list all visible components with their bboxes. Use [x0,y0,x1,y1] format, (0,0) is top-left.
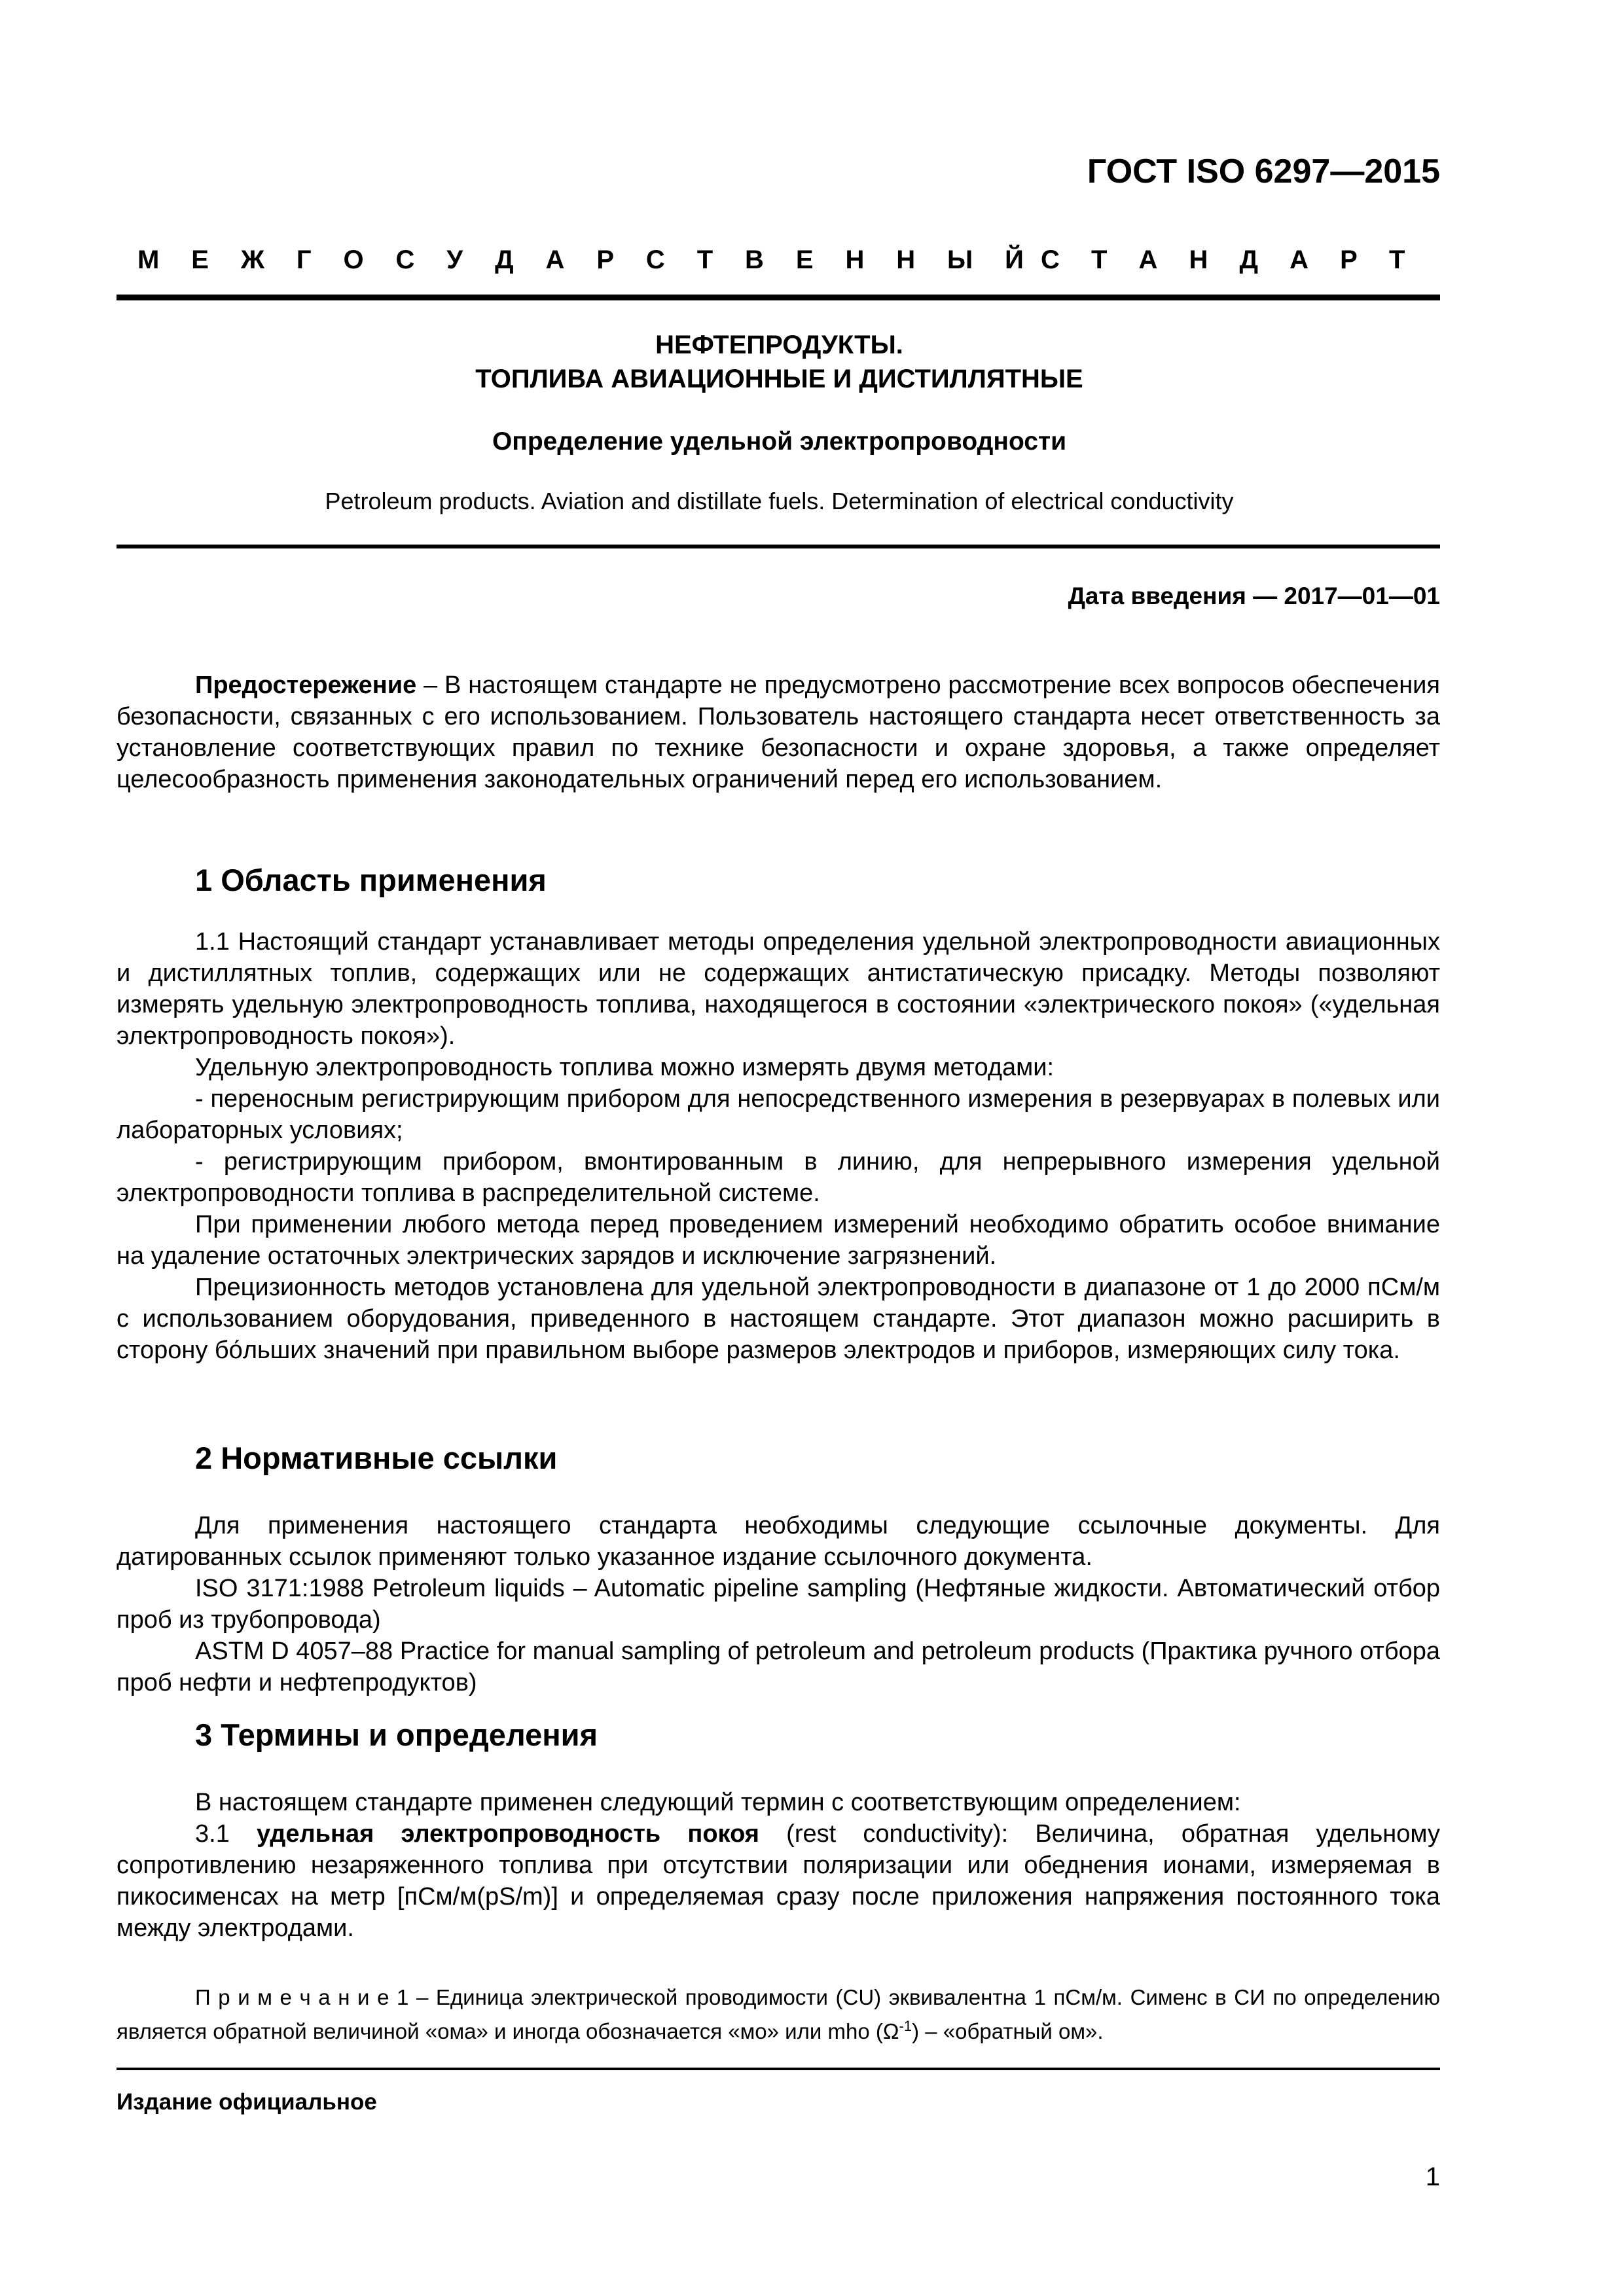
paragraph: Удельную электропроводность топлива можно измерять двумя методами: [195,1054,1055,1081]
paragraph: 1.1 Настоящий стандарт устанавливает методы определения удельной электропроводности авиационных и дистиллятных топлив, содержащих или не содержащих антистатическую присадку. Методы позволяют измерять удельную электропроводность топлива, находящегося в состоянии «электрического покоя» («удельная электропроводность покоя»). [117,928,1440,1050]
page-number: 1 [1425,2162,1440,2191]
paragraph: - переносным регистрирующим прибором для непосредственного измерения в резервуарах в полевых или лабораторных условиях; [117,1085,1440,1144]
section-3-heading: 3 Термины и определения [195,1717,598,1752]
section-2-body [117,1510,1440,1698]
paragraph: Прецизионность методов установлена для удельной электропроводности в диапазоне от 1 до 2000 пСм/м с использованием оборудования, приведенного в настоящем стандарте. Этот диапазон можно расширить в сторону бо́льших значений при правильном выборе размеров электродов и приборов, измеряющих силу тока. [117,1274,1440,1364]
paragraph: В настоящем стандарте применен следующий термин с соответствующим определением: [195,1789,1241,1816]
edition-label: Издание официальное [117,2089,377,2115]
term-name: удельная электропроводность покоя [257,1820,759,1848]
warning-text: – В настоящем стандарте не предусмотрено рассмотрение всех вопросов обеспечения безопасности, связанных с его использованием. Пользователь настоящего стандарта несет ответственность за установление соответствующих правил по технике безопасности и охране здоровья, а также определяет целесообразность применения законодательных ограничений перед его использованием. [117,672,1440,793]
title-subtitle: Определение удельной электропроводности [492,427,1067,456]
section-1-heading: 1 Область применения [195,863,547,897]
note-1: П р и м е ч а н и е 1 – Единица электрической проводимости (CU) эквивалентна 1 пСм/м. Сименс в СИ по определению является обратной величиной «ома» и иногда обозначается «мо» или mho $(\Omega^{-1})$ – «обратный ом». [117,1985,1440,2043]
reference-iso-3171: ISO 3171:1988 Petroleum liquids – Automatic pipeline sampling (Нефтяные жидкости. Автоматический отбор проб из трубопровода) [117,1575,1440,1634]
reference-astm-d4057: ASTM D 4057–88 Practice for manual sampling of petroleum and petroleum products (Практика ручного отбора проб нефти и нефтепродуктов) [117,1638,1440,1696]
title-english: Petroleum products. Aviation and distillate fuels. Determination of electrical conductivity [325,488,1234,514]
document-number: ГОСТ ISO 6297—2015 [1087,152,1440,190]
note-label: П р и м е ч а н и е 1 [195,1985,409,2009]
footer-rule [117,2068,1440,2070]
standard-type-right: С Т А Н Д А Р Т [1041,245,1405,274]
section-2-heading: 2 Нормативные ссылки [195,1441,558,1475]
paragraph: - регистрирующим прибором, вмонтированным в линию, для непрерывного измерения удельной электропроводности топлива в распределительной системе. [117,1148,1440,1207]
title-rule [117,545,1440,548]
term-definition: 3.1 удельная электропроводность покоя (rest conductivity): Величина, обратная удельному сопротивлению незаряженного топлива при отсутствии поляризации или обеднения ионами, измеряемая в пикосименсах на метр [пСм/м(pS/m)] и определяемая сразу после приложения напряжения постоянного тока между электродами. [117,1820,1440,1942]
paragraph: Для применения настоящего стандарта необходимы следующие ссылочные документы. Для датированных ссылок применяют только указанное издание ссылочного документа. [117,1512,1440,1571]
standard-type-left: М Е Ж Г О С У Д А Р С Т В Е Н Н Ы Й [137,245,1024,274]
header-rule [117,295,1440,300]
section-3-body [117,1787,1440,1944]
paragraph: При применении любого метода перед проведением измерений необходимо обратить особое внимание на удаление остаточных электрических зарядов и исключение загрязнений. [117,1211,1440,1270]
title-line-2: ТОПЛИВА АВИАЦИОННЫЕ И ДИСТИЛЛЯТНЫЕ [475,365,1083,393]
warning-lead: Предостережение [195,672,417,699]
introduction-date: Дата введения — 2017—01—01 [1068,583,1440,609]
warning-paragraph [117,670,1440,795]
section-1-body [117,926,1440,1366]
title-line-1: НЕФТЕПРОДУКТЫ. [655,331,903,359]
